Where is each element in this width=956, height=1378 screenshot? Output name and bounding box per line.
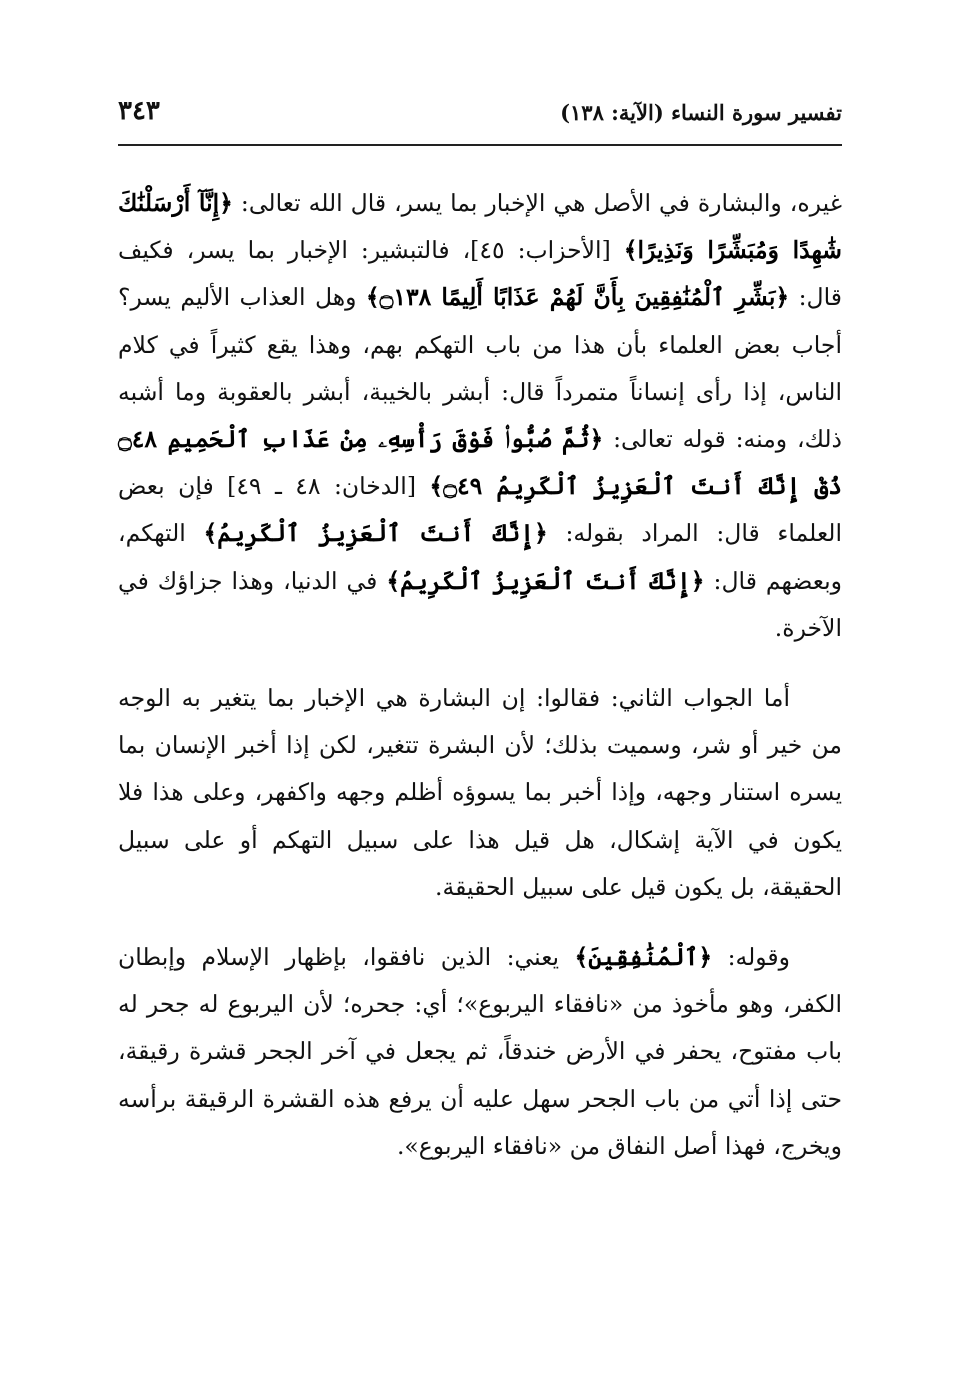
body-text: يعني: الذين نافقوا، بإظهار الإسلام وإبطان الكفر، وهو مأخوذ من «نافقاء اليربوع»؛ أي: جحره؛ لأن اليربوع له جحر له باب مفتوح، يحفر في الأرض خندقاً، ثم يجعل في آخر الجحر قشرة رقيقة، حتى إذا أتي من باب الجحر سهل عليه أن يرفع هذه القشرة الرقيقة برأسه ويخرج، فهذا أصل النفاق من «نافقاء اليربوع». <box>118 943 842 1160</box>
quran-quote: ﴿بَشِّرِ ٱلْمُنَٰفِقِينَ بِأَنَّ لَهُمْ عَذَابًا أَلِيمًا ۝١٣٨﴾ <box>365 283 790 312</box>
running-title: تفسير سورة النساء (الآية: ١٣٨) <box>560 100 842 125</box>
body-text: وقوله: <box>712 943 791 972</box>
page-number: ٣٤٣ <box>118 96 160 126</box>
page-header <box>118 96 842 136</box>
quran-quote: ﴿إِنَّكَ أَنتَ ٱلْعَزِيزُ ٱلْكَرِيمُ﴾ <box>203 519 548 548</box>
quran-quote: ﴿ٱلْمُنَٰفِقِينَ﴾ <box>574 943 713 972</box>
quran-quote: ﴿إِنَّآ أَرْسَلْنَٰكَ شَٰهِدًا وَمُبَشِّرًا وَنَذِيرًا﴾ <box>118 189 842 265</box>
paragraph <box>118 180 842 652</box>
body-text: التهكم، وبعضهم قال: <box>118 519 842 595</box>
header-divider <box>118 144 842 146</box>
body-text: [الأحزاب: ٤٥]، فالتبشير: الإخبار بما يسر، فكيف قال: <box>118 236 842 312</box>
quran-quote: ﴿ثُمَّ صُبُّوا۟ فَوْقَ رَأْسِهِۦ مِنْ عَذَابِ ٱلْحَمِيمِ ۝٤٨ ذُقْ إِنَّكَ أَنتَ ٱلْعَزِيزُ ٱلْكَرِيمُ ۝٤٩﴾ <box>118 425 842 501</box>
body-text: [الدخان: ٤٨ ـ ٤٩] فإن بعض العلماء قال: المراد بقوله: <box>118 472 842 548</box>
body-text: غيره، والبشارة في الأصل هي الإخبار بما يسر، قال الله تعالى: <box>232 189 842 217</box>
page-body <box>118 180 842 1170</box>
quran-quote: ﴿إِنَّكَ أَنتَ ٱلْعَزِيزُ ٱلْكَرِيمُ﴾ <box>386 566 705 595</box>
body-text: في الدنيا، وهذا جزاؤك في الآخرة. <box>118 566 842 642</box>
paragraph <box>118 675 842 911</box>
body-text: وهل العذاب الأليم يسر؟ أجاب بعض العلماء بأن هذا من باب التهكم بهم، وهذا يقع كثيراً في كلام الناس، إذا رأى إنساناً متمرداً قال: أبشر بالخيبة، أبشر بالعقوبة وما أشبه ذلك، ومنه: قوله تعالى: <box>118 283 843 454</box>
body-text: أما الجواب الثاني: فقالوا: إن البشارة هي الإخبار بما يتغير به الوجه من خير أو شر، وسميت بذلك؛ لأن البشرة تتغير، لكن إذا أخبر الإنسان بما يسره استنار وجهه، وإذا أخبر بما يسوؤه أظلم وجهه واكفهر، وعلى هذا فلا يكون في الآية إشكال، هل قيل هذا على سبيل التهكم أو على سبيل الحقيقة، بل يكون قيل على سبيل الحقيقة. <box>118 684 842 901</box>
paragraph <box>118 934 842 1170</box>
